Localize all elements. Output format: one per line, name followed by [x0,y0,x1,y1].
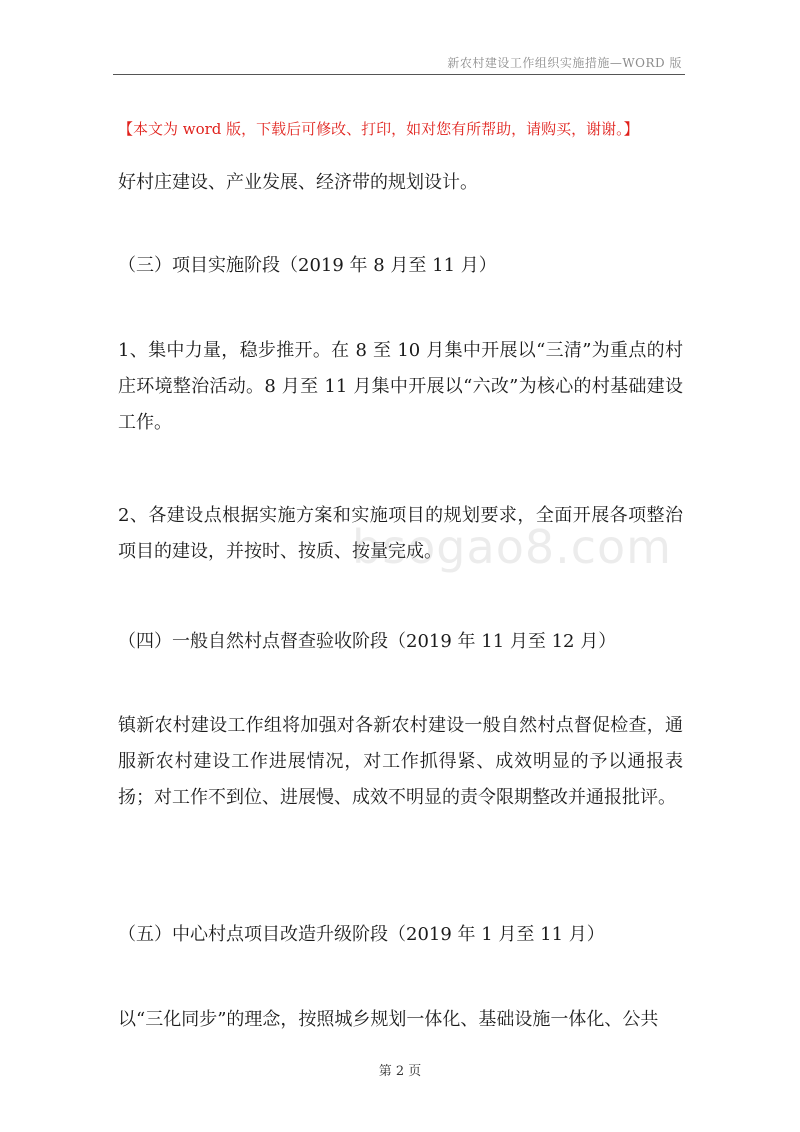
paragraph-inspection: 镇新农村建设工作组将加强对各新农村建设一般自然村点督促检查，通服新农村建设工作进展情况，对工作抓得紧、成效明显的予以通报表扬；对工作不到位、进展慢、成效不明显的责令限期整改并通报批评。 [118,715,683,808]
watermark: bsogao8.com [352,520,672,574]
section-heading-4: （四）一般自然村点督查验收阶段（2019 年 11 月至 12 月） [118,631,617,652]
section-heading-3: （三）项目实施阶段（2019 年 8 月至 11 月） [118,255,497,276]
section-heading-5: （五）中心村点项目改造升级阶段（2019 年 1 月至 11 月） [118,924,605,945]
header-title: 新农村建设工作组织实施措施—WORD 版 [447,56,682,70]
header-divider [113,74,685,75]
paragraph-continuation: 好村庄建设、产业发展、经济带的规划设计。 [118,172,478,193]
paragraph-item-2: 2、各建设点根据实施方案和实施项目的规划要求，全面开展各项整治项目的建设，并按时、按质、按量完成。 [118,505,683,562]
purchase-notice: 【本文为 word 版，下载后可修改、打印，如对您有所帮助，请购买，谢谢。】 [118,120,639,138]
paragraph-item-1: 1、集中力量，稳步推开。在 8 至 10 月集中开展以“三清”为重点的村庄环境整治活动。8 月至 11 月集中开展以“六改”为核心的村基础建设工作。 [118,340,683,433]
page-number: 第 2 页 [378,1064,422,1079]
paragraph-upgrade: 以“三化同步”的理念，按照城乡规划一体化、基础设施一体化、公共 [118,1009,659,1030]
